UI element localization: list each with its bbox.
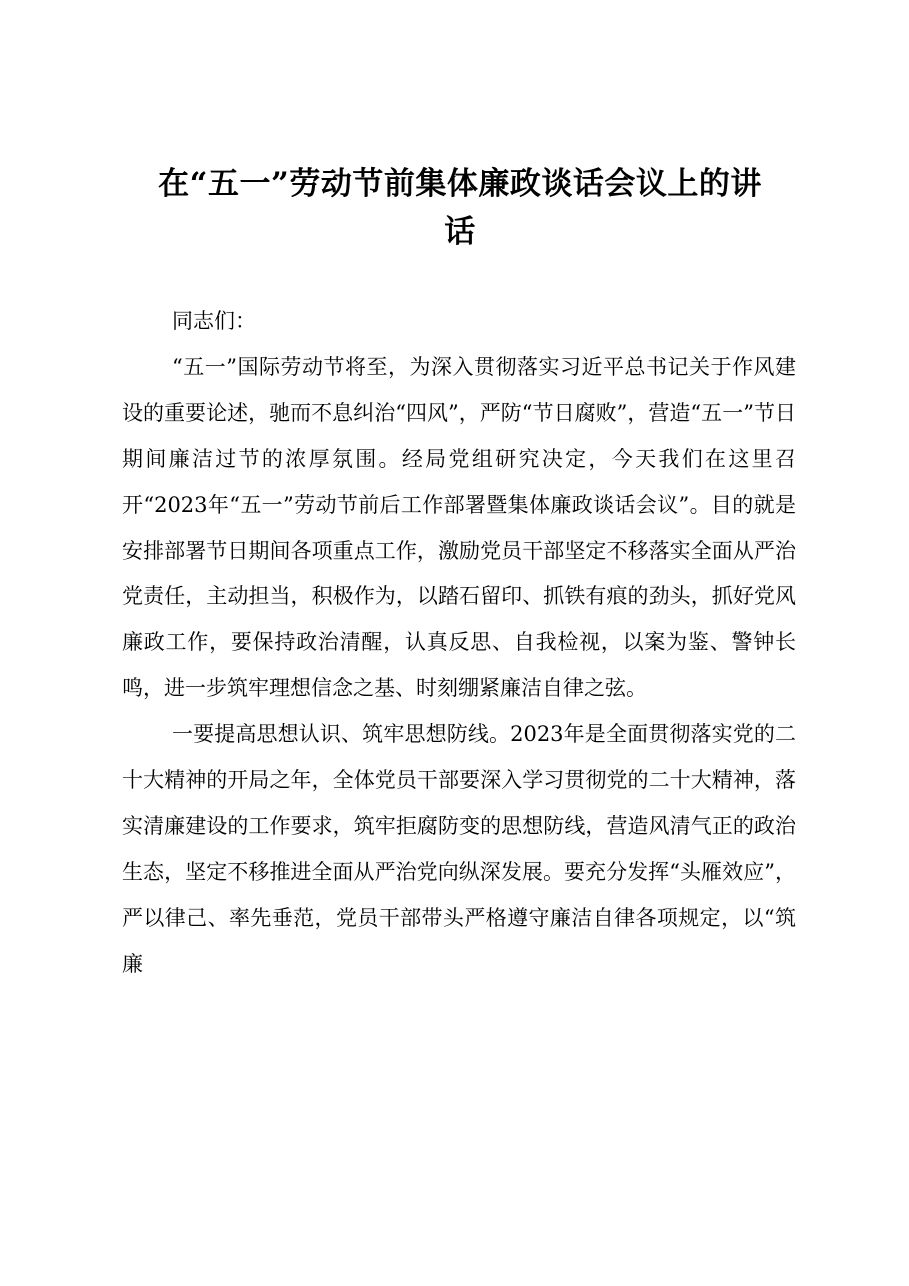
document-title bbox=[115, 160, 805, 256]
paragraph-point-one: 一要提高思想认识、筑牢思想防线。2023年是全面贯彻落实党的二十大精神的开局之年，全体党员干部要深入学习贯彻党的二十大精神，落实清廉建设的工作要求，筑牢拒腐防变的思想防线，营造风清气正的政治生态，坚定不移推进全面从严治党向纵深发展。要充分发挥“头雁效应”，严以律己、率先垂范，党员干部带头严格遵守廉洁自律各项规定，以“筑廉 bbox=[122, 722, 796, 976]
document-body bbox=[122, 299, 796, 988]
title-line-2: 话 bbox=[444, 214, 476, 250]
salutation: 同志们： bbox=[172, 309, 256, 333]
paragraph-intro: “五一”国际劳动节将至，为深入贯彻落实习近平总书记关于作风建设的重要论述，驰而不息纠治“四风”，严防“节日腐败”，营造“五一”节日期间廉洁过节的浓厚氛围。经局党组研究决定，今天我们在这里召开“2023年“五一”劳动节前后工作部署暨集体廉政谈话会议”。目的就是安排部署节日期间各项重点工作，激励党员干部坚定不移落实全面从严治党责任，主动担当，积极作为，以踏石留印、抓铁有痕的劲头，抓好党风廉政工作，要保持政治清醒，认真反思、自我检视，以案为鉴、警钟长鸣，进一步筑牢理想信念之基、时刻绷紧廉洁自律之弦。 bbox=[122, 354, 796, 701]
title-line-1: 在“五一”劳动节前集体廉政谈话会议上的讲 bbox=[158, 166, 762, 202]
